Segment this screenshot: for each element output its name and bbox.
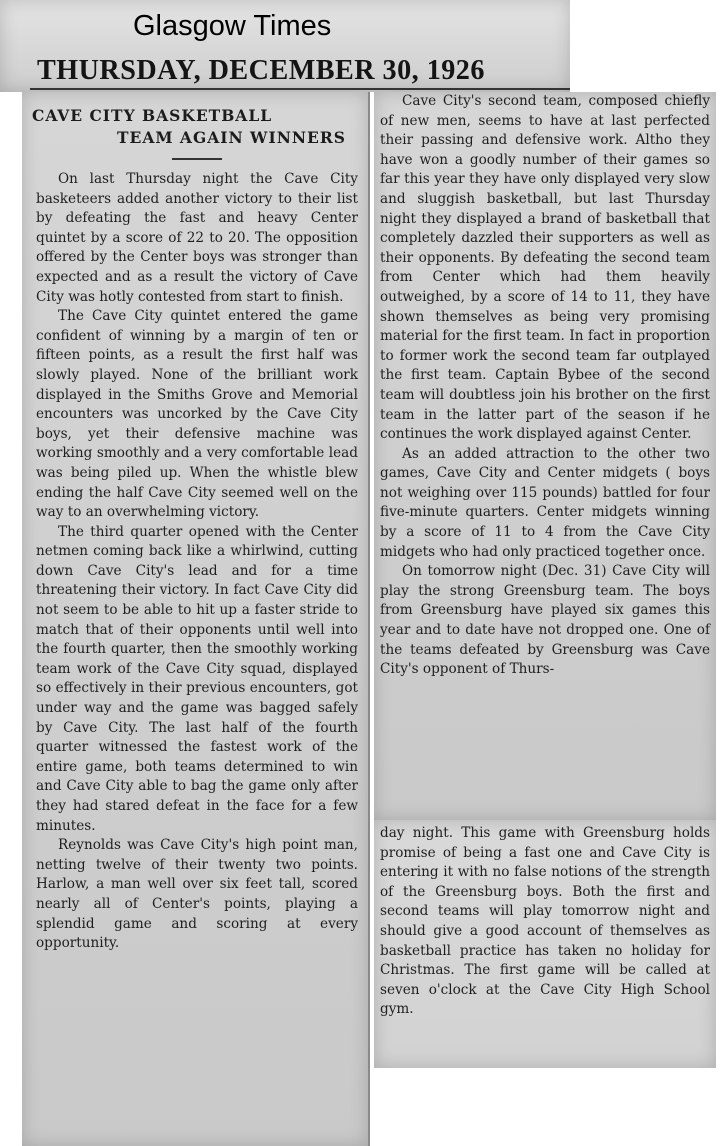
article-headline-line1: CAVE CITY BASKETBALL bbox=[32, 106, 273, 125]
right-column-continued-text bbox=[380, 824, 710, 1020]
article-headline-line2: TEAM AGAIN WINNERS bbox=[117, 128, 346, 147]
article-paragraph: As an added attraction to the other two games, Cave City and Center midgets ( boys not weighing over 115 pounds) battled for four five-minute quarters. Center midgets winning by a score of 11 to 4 from the Cave City midgets who had only practiced together once. bbox=[380, 445, 710, 560]
masthead-rule bbox=[30, 88, 570, 90]
issue-date: THURSDAY, DECEMBER 30, 1926 bbox=[37, 54, 485, 86]
article-paragraph: The Cave City quintet entered the game confident of winning by a margin of ten or fifteen points, as a result the first half was slowly played. None of the brilliant work displayed in the Smiths Grove and Memorial encounters was uncorked by the Cave City boys, yet their defensive machine was working smoothly and a very comfortable lead was being piled up. When the whistle blew ending the half Cave City seemed well on the way to an overwhelming victory. bbox=[36, 308, 358, 521]
newspaper-name: Glasgow Times bbox=[133, 10, 332, 42]
article-paragraph: Cave City's second team, composed chiefly of new men, seems to have at last perfected their passing and defensive work. Altho they have won a goodly number of their games so far this year they have only displayed very slow and sluggish basketball, but last Thursday night they displayed a brand of basketball that completely dazzled their supporters as well as their opponents. By defeating the second team from Center which had them heavily outweighed, by a score of 14 to 11, they have shown themselves as being very promising material for the first team. In fact in proportion to former work the second team far outplayed the first team. Captain Bybee of the second team will doubtless join his brother on the first team in the latter part of the season if he continues the work displayed against Center. bbox=[380, 93, 710, 443]
article-column-left bbox=[22, 92, 368, 1146]
masthead bbox=[0, 0, 570, 92]
article-paragraph: The third quarter opened with the Center netmen coming back like a whirlwind, cutting down Cave City's lead and for a time threatening their victory. In fact Cave City did not seem to be able to hit up a faster stride to match that of their opponents until well into the fourth quarter, then the smoothly working team work of the Cave City squad, displayed so effectively in their previous encounters, got under way and the game was bagged safely by Cave City. The last half of the fourth quarter witnessed the fastest work of the entire game, both teams determined to win and Cave City able to bag the game only after they had stared defeat in the face for a few minutes. bbox=[36, 523, 358, 834]
column-divider bbox=[368, 92, 370, 1146]
article-paragraph: day night. This game with Greensburg holds promise of being a fast one and Cave City is entering it with no false notions of the strength of the Greensburg boys. Both the first and second teams will play tomorrow night and should give a good account of themselves as basketball practice has taken no holiday for Christmas. The first game will be called at seven o'clock at the Cave City High School gym. bbox=[380, 825, 710, 1018]
article-column-right-top bbox=[374, 92, 716, 820]
headline-divider bbox=[172, 158, 222, 160]
article-column-right-bottom bbox=[374, 820, 716, 1068]
left-column-text bbox=[36, 170, 358, 954]
article-paragraph: Reynolds was Cave City's high point man, netting twelve of their twenty two points. Harlow, a man well over six feet tall, scored nearly all of Center's points, playing a splendid game and scoring at every opportunity. bbox=[36, 837, 358, 952]
article-paragraph: On last Thursday night the Cave City basketeers added another victory to their list by defeating the fast and heavy Center quintet by a score of 22 to 20. The opposition offered by the Center boys was stronger than expected and as a result the victory of Cave City was hotly contested from start to finish. bbox=[36, 171, 358, 305]
right-column-text bbox=[380, 92, 710, 680]
article-paragraph: On tomorrow night (Dec. 31) Cave City will play the strong Greensburg team. The boys from Greensburg have played six games this year and to date have not dropped one. One of the teams defeated by Greensburg was Cave City's opponent of Thurs- bbox=[380, 563, 710, 678]
